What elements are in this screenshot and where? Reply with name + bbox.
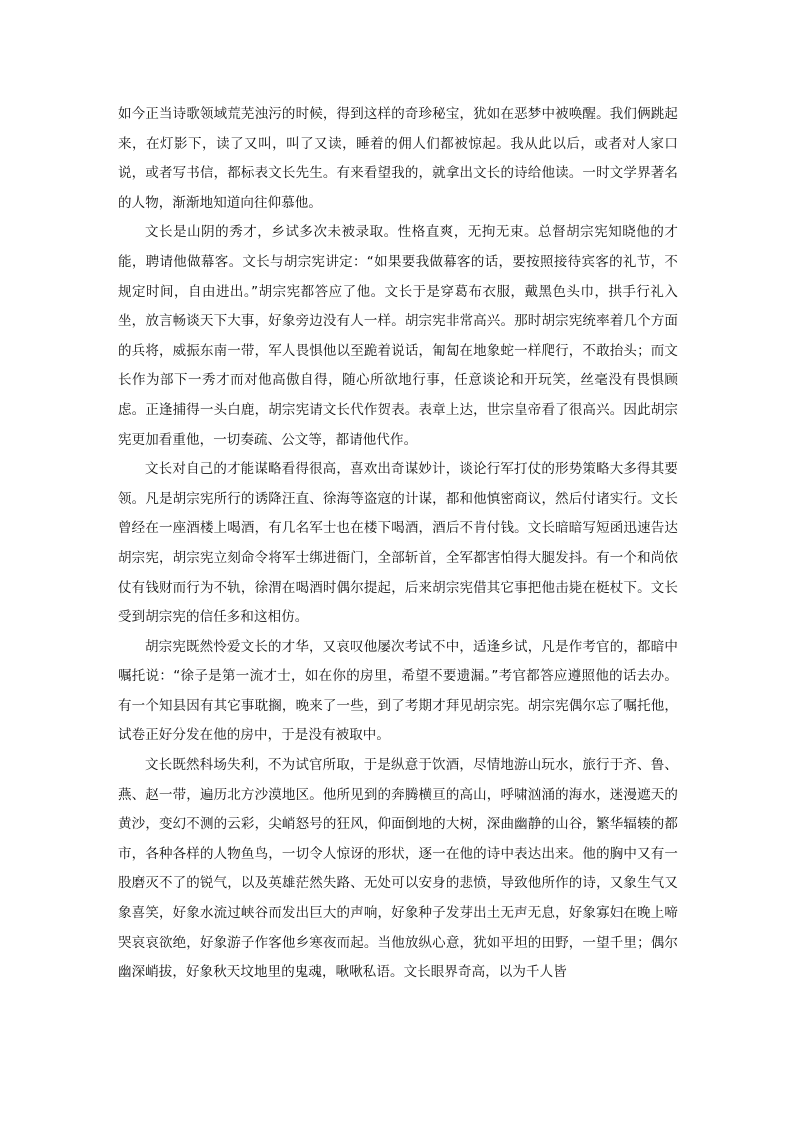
paragraph-4: 胡宗宪既然怜爱文长的才华，又哀叹他屡次考试不中，适逢乡试，凡是作考官的，都暗中嘱托说：“徐子是第一流才士，如在你的房里，希望不要遗漏。”考官都答应遵照他的话去办。有一个知县因有其它事耽搁，晚来了一些，到了考期才拜见胡宗宪。胡宗宪偶尔忘了嘱托他，试卷正好分发在他的房中，于是没有被取中。 <box>118 638 678 744</box>
paragraph-2: 文长是山阴的秀才，乡试多次未被录取。性格直爽，无拘无束。总督胡宗宪知晓他的才能，聘请他做幕客。文长与胡宗宪讲定：“如果要我做幕客的话，要按照接待宾客的礼节，不规定时间，自由进出。”胡宗宪都答应了他。文长于是穿葛布衣服，戴黑色头巾，拱手行礼入坐，放言畅谈天下大事，好象旁边没有人一样。胡宗宪非常高兴。那时胡宗宪统率着几个方面的兵将，威振东南一带，军人畏惧他以至跪着说话，匍匐在地象蛇一样爬行，不敢抬头；而文长作为部下一秀才而对他高傲自得，随心所欲地行事，任意谈论和开玩笑，丝毫没有畏惧顾虑。正逢捕得一头白鹿，胡宗宪请文长代作贺表。表章上达，世宗皇帝看了很高兴。因此胡宗宪更加看重他，一切奏疏、公文等，都请他代作。 <box>118 224 678 448</box>
document-page <box>118 100 678 988</box>
paragraph-3: 文长对自己的才能谋略看得很高，喜欢出奇谋妙计，谈论行军打仗的形势策略大多得其要领。凡是胡宗宪所行的诱降汪直、徐海等盗寇的计谋，都和他慎密商议，然后付诸实行。文长曾经在一座酒楼上喝酒，有几名军士也在楼下喝酒，酒后不肯付钱。文长暗暗写短函迅速告达胡宗宪，胡宗宪立刻命令将军士绑进衙门，全部斩首，全军都害怕得大腿发抖。有一个和尚依仗有钱财而行为不轨，徐渭在喝酒时偶尔提起，后来胡宗宪借其它事把他击毙在梃杖下。文长受到胡宗宪的信任多和这相仿。 <box>118 461 678 626</box>
paragraph-1: 如今正当诗歌领域荒芜浊污的时候，得到这样的奇珍秘宝，犹如在恶梦中被唤醒。我们俩跳起来，在灯影下，读了又叫，叫了又读，睡着的佣人们都被惊起。我从此以后，或者对人家口说，或者写书信，都标表文长先生。有来看望我的，就拿出文长的诗给他读。一时文学界著名的人物，渐渐地知道向往仰慕他。 <box>118 106 678 211</box>
paragraph-5: 文长既然科场失利，不为试官所取，于是纵意于饮酒，尽情地游山玩水，旅行于齐、鲁、燕、赵一带，遍历北方沙漠地区。他所见到的奔腾横亘的高山，呼啸汹涌的海水，迷漫遮天的黄沙，变幻不测的云彩，尖峭怒号的狂风，仰面倒地的大树，深曲幽静的山谷，繁华辐辏的都市，各种各样的人物鱼鸟，一切令人惊讶的形状，逐一在他的诗中表达出来。他的胸中又有一股磨灭不了的锐气，以及英雄茫然失路、无处可以安身的悲愤，导致他所作的诗，又象生气又象喜笑，好象水流过峡谷而发出巨大的声响，好象种子发芽出土无声无息，好象寡妇在晚上啼哭哀哀欲绝，好象游子作客他乡寒夜而起。当他放纵心意，犹如平坦的田野，一望千里；偶尔幽深峭拔，好象秋天坟地里的鬼魂，啾啾私语。文长眼界奇高，以为千人皆 <box>118 757 678 981</box>
